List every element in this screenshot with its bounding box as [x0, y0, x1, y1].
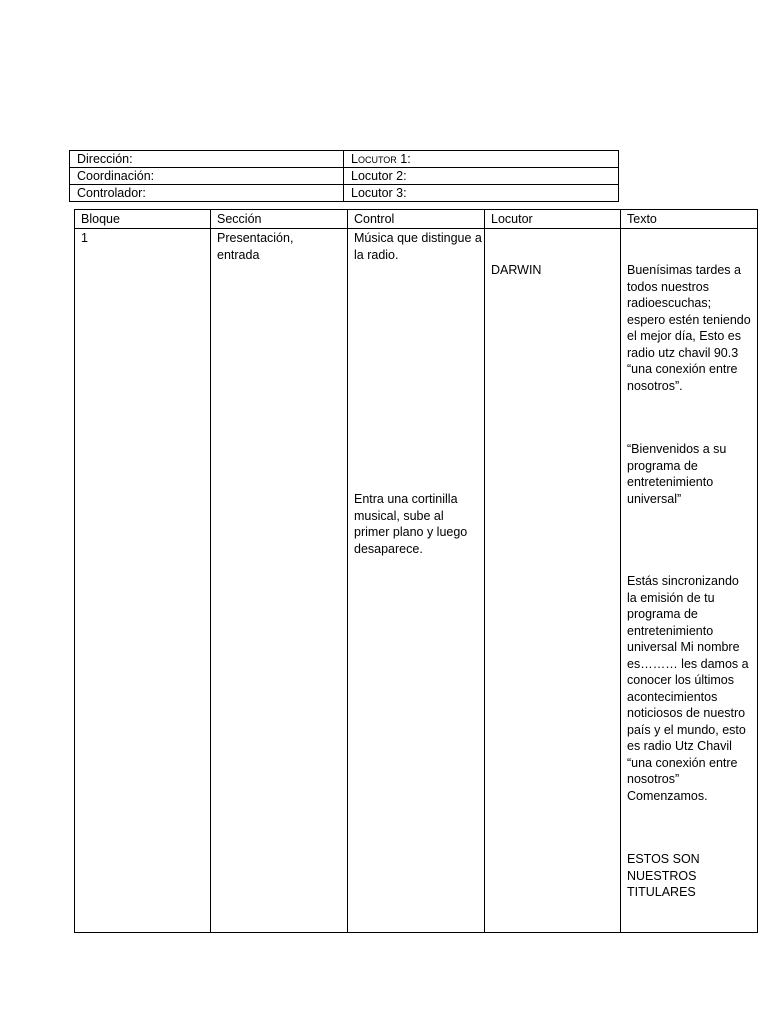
bloque-value: 1 — [81, 231, 88, 245]
texto-paragraph-1: Buenísimas tardes a todos nuestros radioescuchas; espero estén teniendo el mejor día, Esto es radio utz chavil 90.3 “una conexión entre nosotros”. — [627, 263, 751, 393]
header-locutor: Locutor — [491, 212, 533, 226]
texto-paragraph-3: Estás sincronizando la emisión de tu programa de entretenimiento universal Mi nombre es……… les damos a conocer los últimos acontecimientos noticiosos de nuestro país y el mundo, esto es radio Utz Chavil “una conexión entre nosotros” Comenzamos. — [627, 574, 749, 803]
locutor2-label: Locutor 2: — [344, 168, 619, 185]
locutor-value: DARWIN — [491, 263, 542, 277]
staff-table — [69, 150, 619, 202]
staff-row — [70, 151, 619, 168]
direccion-label: Dirección: — [70, 151, 344, 168]
header-texto: Texto — [627, 212, 657, 226]
staff-row — [70, 168, 619, 185]
locutor3-label: Locutor 3: — [344, 185, 619, 202]
header-divider — [75, 228, 757, 229]
control-cue-1: Música que distingue a la radio. — [354, 231, 482, 262]
header-bloque: Bloque — [81, 212, 120, 226]
texto-paragraph-2: “Bienvenidos a su programa de entretenimiento universal” — [627, 442, 727, 506]
staff-row — [70, 185, 619, 202]
column-divider — [210, 210, 211, 932]
column-divider — [620, 210, 621, 932]
coordinacion-label: Coordinación: — [70, 168, 344, 185]
header-seccion: Sección — [217, 212, 262, 226]
controlador-label: Controlador: — [70, 185, 344, 202]
column-divider — [347, 210, 348, 932]
column-divider — [484, 210, 485, 932]
locutor1-label: Locutor 1: — [344, 151, 619, 168]
texto-paragraph-4: ESTOS SON NUESTROS TITULARES — [627, 852, 700, 899]
control-cue-2: Entra una cortinilla musical, sube al primer plano y luego desaparece. — [354, 492, 468, 556]
header-control: Control — [354, 212, 395, 226]
seccion-value: Presentación, entrada — [217, 231, 294, 262]
script-table — [74, 209, 758, 933]
